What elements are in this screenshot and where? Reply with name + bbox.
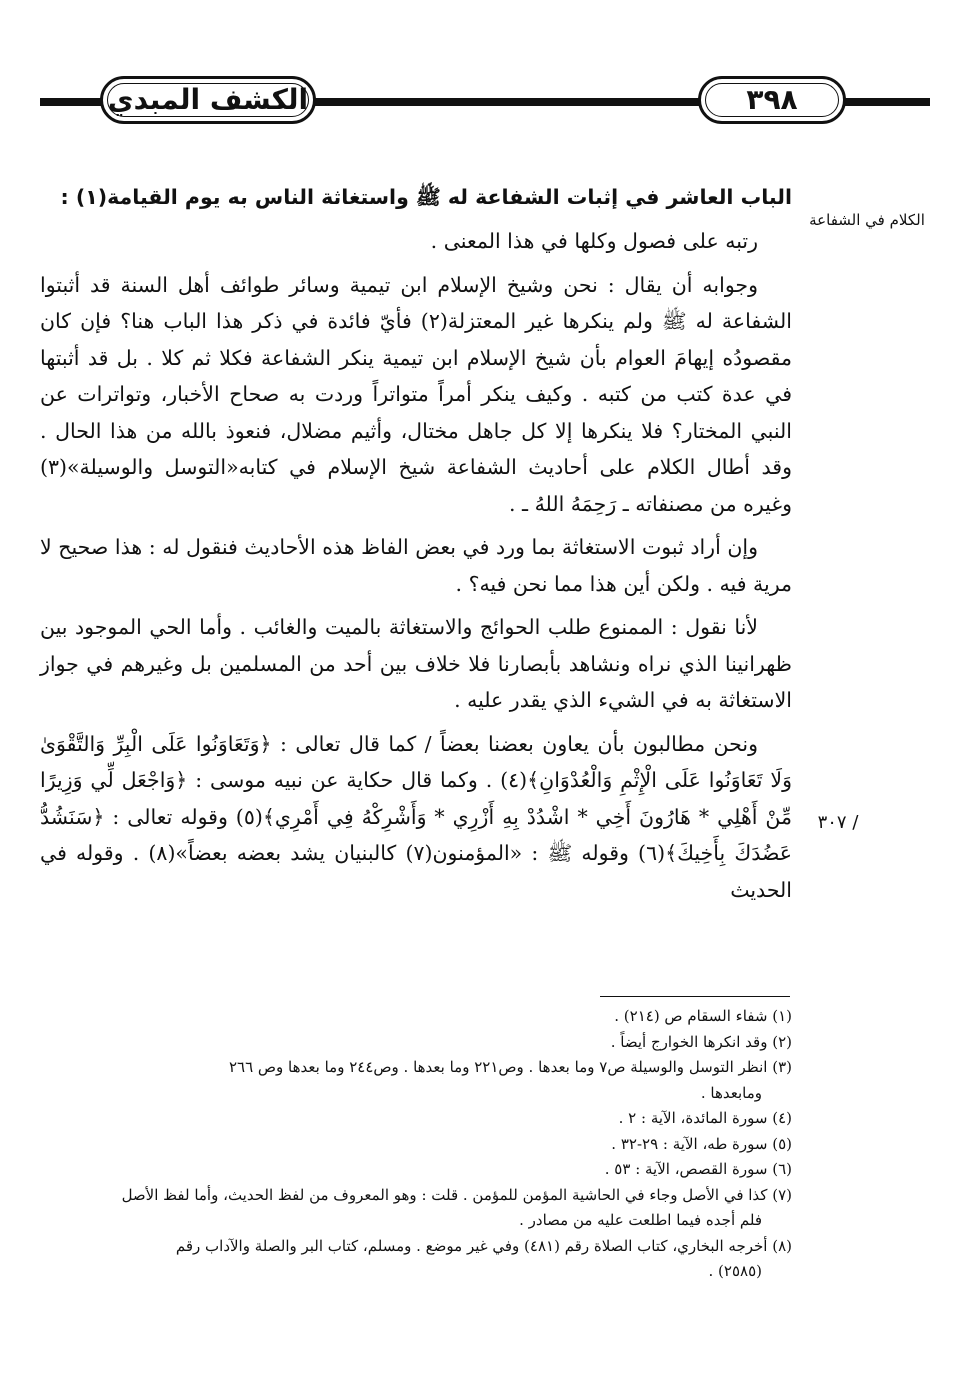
footnote: (٤) سورة المائدة، الآية : ٢ . <box>618 1109 792 1127</box>
footnote: (١) شفاء السقام ص (٢١٤) . <box>614 1007 792 1025</box>
footnote-separator <box>600 996 790 997</box>
paragraph: وجوابه أن يقال : نحن وشيخ الإسلام ابن تيمية وسائر طوائف أهل السنة قد أثبتوا الشفاعة له ﷺ ولم ينكرها غير المعتزلة(٢) فأيّ فائدة في ذكر هذا الباب هنا؟ فإن كان مقصودُه إيهامَ العوام بأن شيخ الإسلام ابن تيمية ينكر الشفاعة فكلا ثم كلا . بل قد أثبتها في عدة كتب من كتبه . وكيف ينكر أمراً متواتراً وردت به صحاح الأخبار، وتواترات عن النبي المختار؟ فلا ينكرها إلا كل جاهل مختال، وأثيم مضلال، فنعوذ بالله من هذا الحال . وقد أطال الكلام على أحاديث الشفاعة شيخ الإسلام في كتابه«التوسل والوسيلة»(٣) وغيره من مصنفاته ـ رَحِمَهُ اللهُ ـ . <box>40 272 792 516</box>
footnote-continuation: فلم أجده فيما اطلعت عليه من مصادر . <box>519 1211 762 1229</box>
footnote: (٧) كذا في الأصل وجاء في الحاشية المؤمن للمؤمن . قلت : وهو المعروف من لفظ الحديث، وأما لفظ الأصل <box>121 1185 792 1204</box>
header-rule-right <box>838 98 930 106</box>
paragraph: رتبه على فصول وكلها في هذا المعنى . <box>430 229 758 253</box>
footnote-continuation: (٢٥٨٥) . <box>708 1262 762 1280</box>
header-rule-left <box>40 98 108 106</box>
footnote: (٥) سورة طه، الآية : ٢٩-٣٢ . <box>611 1134 792 1153</box>
margin-topic-note: الكلام في الشفاعة <box>809 211 925 229</box>
chapter-heading: الباب العاشر في إثبات الشفاعة له ﷺ واستغاثة الناس به يوم القيامة(١) : <box>60 185 792 209</box>
footnote: (٨) أخرجه البخاري، كتاب الصلاة رقم (٤٨١) وفي غير موضع . ومسلم، كتاب البر والصلة والآداب رقم <box>175 1236 792 1255</box>
margin-page-reference: / ٣٠٧ <box>817 812 859 833</box>
footnote-continuation: ومابعدها . <box>700 1083 762 1102</box>
footnote: (٣) انظر التوسل والوسيلة ص٧ وما بعدها . وص٢٢١ وما بعدها . وص٢٤٤ وما بعدها وص ٢٦٦ <box>228 1058 792 1076</box>
page-header <box>40 70 930 134</box>
footnotes <box>40 1004 792 1285</box>
page-number-cartouche <box>698 76 846 124</box>
paragraph: لأنا نقول : الممنوع طلب الحوائج والاستغاثة بالميت والغائب . وأما الحي الموجود بين ظهرانينا الذي نراه ونشاهد بأبصارنا فلا خلاف بين أحد من المسلمين بل وغيرهم في جواز الاستغاثة به في الشيء الذي يقدر عليه . <box>40 615 792 712</box>
page-number: ٣٩٨ <box>746 83 798 116</box>
paragraph: ونحن مطالبون بأن يعاون بعضنا بعضاً / كما قال تعالى : ﴿وَتَعَاوَنُوا عَلَى الْبِرِّ وَالتَّقْوَىٰ وَلَا تَعَاوَنُوا عَلَى الْإِثْمِ وَالْعُدْوَانِ﴾(٤) . وكما قال حكاية عن نبيه موسى : ﴿وَاجْعَل لِّي وَزِيرًا مِّنْ أَهْلِي * هَارُونَ أَخِي * اشْدُدْ بِهِ أَزْرِي * وَأَشْرِكْهُ فِي أَمْرِي﴾(٥) وقوله تعالى : ﴿سَنَشُدُّ عَضُدَكَ بِأَخِيكَ﴾(٦) وقوله ﷺ : «المؤمنون(٧) كالبنيان يشد بعضه بعضاً»(٨) . وقوله في الحديث <box>40 731 793 902</box>
main-text <box>40 178 792 915</box>
header-rule-middle <box>308 98 706 106</box>
footnote: (٦) سورة القصص، الآية : ٥٣ . <box>604 1160 792 1178</box>
book-title: الكشف المبدي <box>107 83 309 116</box>
book-title-cartouche <box>100 76 316 124</box>
footnote: (٢) وقد انكرها الخوارج أيضاً . <box>610 1032 792 1051</box>
paragraph: وإن أراد ثبوت الاستغاثة بما ورد في بعض الفاظ هذه الأحاديث فنقول له : هذا صحيح لا مرية فيه . ولكن أين هذا مما نحن فيه؟ . <box>40 535 792 596</box>
